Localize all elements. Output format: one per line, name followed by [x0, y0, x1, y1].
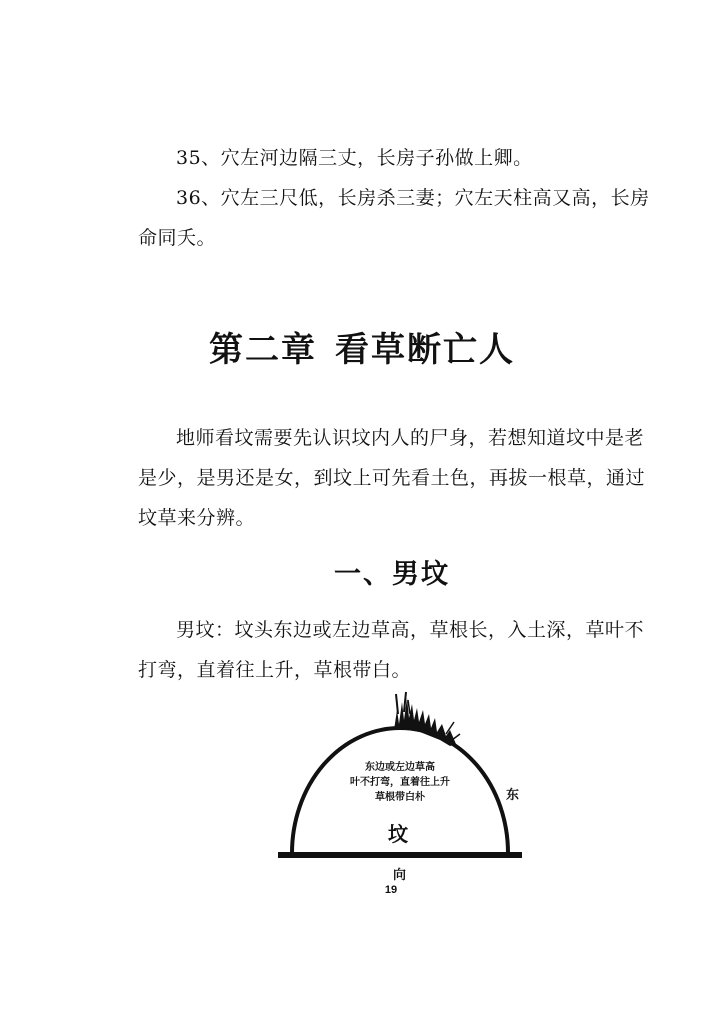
intro-paragraph: 地师看坟需要先认识坟内人的尸身，若想知道坟中是老是少，是男还是女，到坟上可先看土色，再拔一根草，通过坟草来分辨。	[138, 427, 646, 529]
section-heading: 一、男坟	[334, 559, 450, 590]
male-tomb-paragraph: 男坟：坟头东边或左边草高，草根长，入土深，草叶不打弯，直着往上升，草根带白。	[138, 619, 645, 681]
figure-note-line-3: 草根带白朴	[375, 792, 425, 803]
facing-label: 向	[393, 868, 407, 883]
male-tomb-diagram	[270, 690, 530, 890]
tomb-label: 坟	[388, 822, 408, 846]
grass-tuft-icon	[394, 692, 460, 746]
paragraph-item-35: 35、穴左河边隔三丈，长房子孙做上卿。	[176, 147, 533, 169]
page-number: 19	[384, 884, 398, 896]
figure-note-line-2: 叶不打弯，直着往上升	[350, 777, 450, 788]
paragraph-item-36: 36、穴左三尺低，长房杀三妻；穴左天柱高又高，长房命同夭。	[138, 187, 650, 249]
east-label: 东	[506, 788, 520, 803]
chapter-heading	[0, 322, 724, 371]
chapter-title: 看草断亡人	[335, 330, 515, 370]
figure-note-line-1: 东边或左边草高	[365, 762, 435, 773]
chapter-number: 第二章	[209, 330, 317, 370]
